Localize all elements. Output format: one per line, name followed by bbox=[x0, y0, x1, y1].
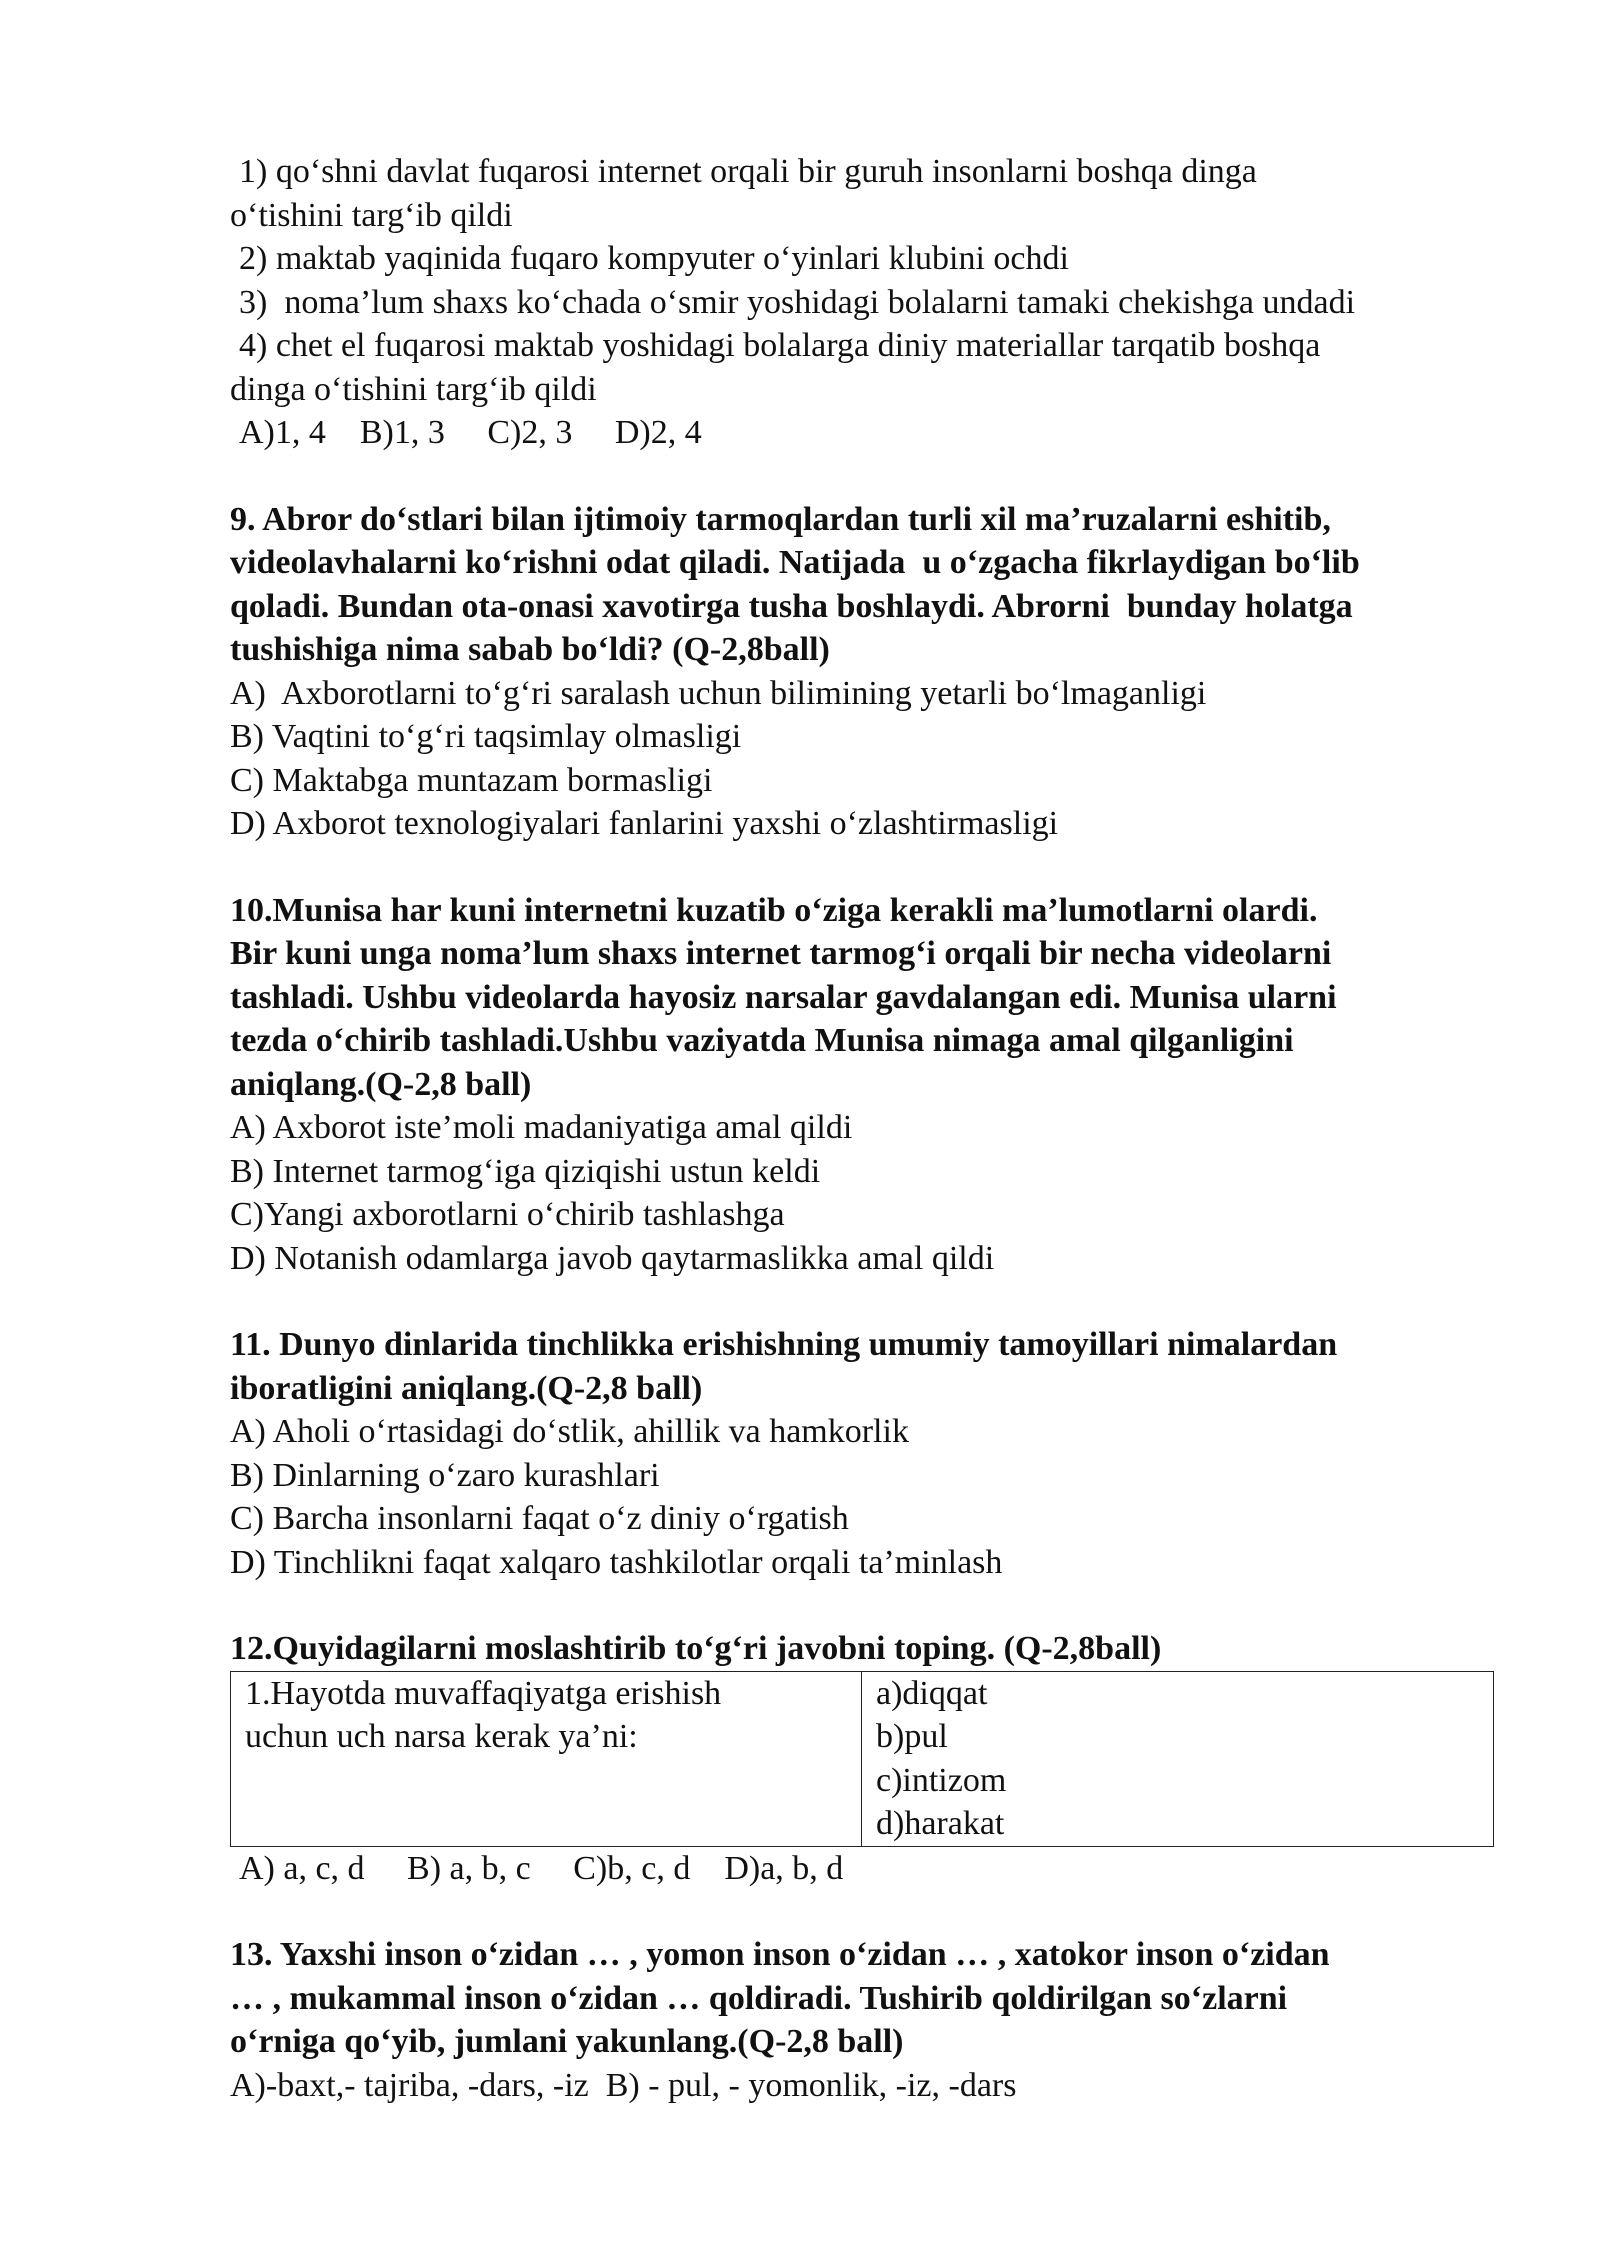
q9-line-3: qoladi. Bundan ota-onasi xavotirga tusha boshlaydi. Abrorni bunday holatga bbox=[230, 587, 1353, 625]
q8-block bbox=[230, 150, 1500, 455]
q10-option-d: D) Notanish odamlarga javob qaytarmaslikka amal qildi bbox=[230, 1239, 995, 1277]
q12-right-option-d: d)harakat bbox=[876, 1805, 1005, 1842]
document-page bbox=[230, 150, 1500, 2107]
q13-line-2: … , mukammal inson o‘zidan … qoldiradi. Tushirib qoldirilgan so‘zlarni bbox=[230, 1979, 1288, 2017]
q11-line-2: iboratligini aniqlang.(Q-2,8 ball) bbox=[230, 1369, 703, 1407]
q8-item-1: 1) qo‘shni davlat fuqarosi internet orqali bir guruh insonlarni boshqa dinga bbox=[239, 153, 1257, 190]
q12-matching-table bbox=[230, 1671, 1494, 1847]
q11-option-d: D) Tinchlikni faqat xalqaro tashkilotlar orqali ta’minlash bbox=[230, 1543, 1003, 1581]
q12-right-option-b: b)pul bbox=[876, 1718, 948, 1755]
q10-options bbox=[230, 1106, 1500, 1280]
q9-question bbox=[230, 498, 1500, 672]
q12-table-right-cell bbox=[862, 1671, 1494, 1846]
q10-line-3: tashladi. Ushbu videolarda hayosiz narsalar gavdalangan edi. Munisa ularni bbox=[230, 978, 1337, 1016]
q11-question bbox=[230, 1323, 1500, 1410]
q13-answer-options: A)-baxt,- tajriba, -dars, -iz B) - pul, - yomonlik, -iz, -dars bbox=[230, 2066, 1017, 2104]
q11-option-a: A) Aholi o‘rtasidagi do‘stlik, ahillik va hamkorlik bbox=[230, 1413, 909, 1450]
q10-option-b: B) Internet tarmog‘iga qiziqishi ustun keldi bbox=[230, 1152, 821, 1190]
q12-title: 12.Quyidagilarni moslashtirib to‘g‘ri javobni toping. (Q-2,8ball) bbox=[230, 1630, 1162, 1667]
q12-question bbox=[230, 1627, 1500, 1671]
q8-item-4-cont: dinga o‘tishini targ‘ib qildi bbox=[230, 370, 597, 408]
q9-line-4: tushishiga nima sabab bo‘ldi? (Q-2,8ball) bbox=[230, 631, 830, 668]
q9-option-b: B) Vaqtini to‘g‘ri taqsimlay olmasligi bbox=[230, 718, 742, 755]
q11-line-1: 11. Dunyo dinlarida tinchlikka erishishning umumiy tamoyillari nimalardan bbox=[230, 1326, 1338, 1363]
q9-options bbox=[230, 672, 1500, 846]
q11-option-b: B) Dinlarning o‘zaro kurashlari bbox=[230, 1456, 660, 1494]
q11-options bbox=[230, 1410, 1500, 1584]
q10-line-1: 10.Munisa har kuni internetni kuzatib o‘ziga kerakli ma’lumotlarni olardi. bbox=[230, 891, 1318, 929]
q11-option-c: C) Barcha insonlarni faqat o‘z diniy o‘rgatish bbox=[230, 1500, 849, 1537]
q12-right-option-a: a)diqqat bbox=[876, 1674, 988, 1712]
q13-line-3: o‘rniga qo‘yib, jumlani yakunlang.(Q-2,8 ball) bbox=[230, 2023, 904, 2060]
q8-item-1-cont: o‘tishini targ‘ib qildi bbox=[230, 196, 513, 234]
q12-right-option-c: c)intizom bbox=[876, 1761, 1007, 1799]
q8-item-2: 2) maktab yaqinida fuqaro kompyuter o‘yinlari klubini ochdi bbox=[239, 240, 1069, 277]
q9-option-c: C) Maktabga muntazam bormasligi bbox=[230, 761, 713, 799]
q10-option-a: A) Axborot iste’moli madaniyatiga amal qildi bbox=[230, 1109, 853, 1146]
q13-line-1: 13. Yaxshi inson o‘zidan … , yomon inson o‘zidan … , xatokor inson o‘zidan bbox=[230, 1936, 1330, 1973]
q10-line-4: tezda o‘chirib tashladi.Ushbu vaziyatda Munisa nimaga amal qilganligini bbox=[230, 1022, 1294, 1059]
q10-question bbox=[230, 889, 1500, 1107]
q8-answer-options: A)1, 4 B)1, 3 C)2, 3 D)2, 4 bbox=[239, 414, 702, 451]
q8-item-4: 4) chet el fuqarosi maktab yoshidagi bolalarga diniy materiallar tarqatib boshqa bbox=[239, 327, 1321, 364]
q9-line-1: 9. Abror do‘stlari bilan ijtimoiy tarmoqlardan turli xil ma’ruzalarni eshitib, bbox=[230, 500, 1331, 538]
q9-line-2: videolavhalarni ko‘rishni odat qiladi. Natijada u o‘zgacha fikrlaydigan bo‘lib bbox=[230, 544, 1360, 581]
q8-item-3: 3) noma’lum shaxs ko‘chada o‘smir yoshidagi bolalarni tamaki chekishga undadi bbox=[239, 283, 1356, 321]
q12-table-left-cell bbox=[231, 1671, 862, 1846]
q10-option-c: C)Yangi axborotlarni o‘chirib tashlashga bbox=[230, 1196, 785, 1233]
q12-left-line-1: 1.Hayotda muvaffaqiyatga erishish bbox=[245, 1674, 722, 1712]
q10-line-5: aniqlang.(Q-2,8 ball) bbox=[230, 1065, 532, 1103]
q12-answer-options: A) a, c, d B) a, b, c C)b, c, d D)a, b, d bbox=[239, 1849, 844, 1887]
q12-left-line-2: uchun uch narsa kerak ya’ni: bbox=[245, 1718, 638, 1755]
q13-question bbox=[230, 1933, 1500, 2064]
q9-option-a: A) Axborotlarni to‘g‘ri saralash uchun bilimining yetarli bo‘lmaganligi bbox=[230, 674, 1207, 712]
q9-option-d: D) Axborot texnologiyalari fanlarini yaxshi o‘zlashtirmasligi bbox=[230, 805, 1059, 842]
q10-line-2: Bir kuni unga noma’lum shaxs internet tarmog‘i orqali bir necha videolarni bbox=[230, 935, 1332, 972]
